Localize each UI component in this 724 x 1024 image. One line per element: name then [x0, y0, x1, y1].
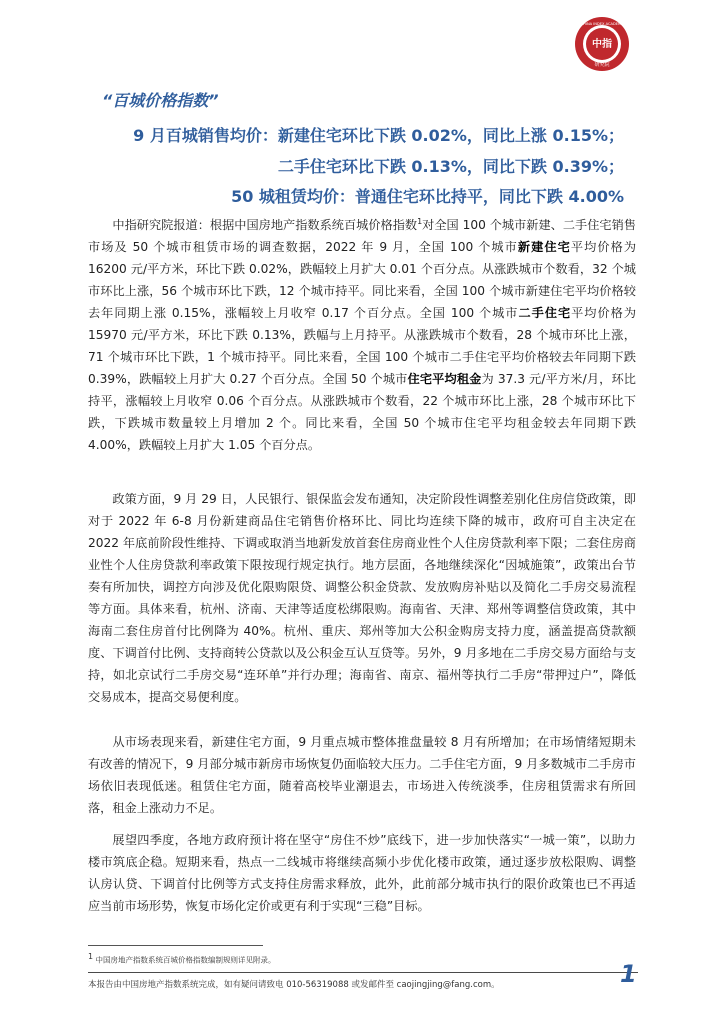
- p1-part-c: 平均价格为 16200 元/平方米，环比下跌 0.02%，跌幅较上月扩大 0.01 个百分点。从涨跌城市个数看，32 个城市环比上涨，56 个城市环比下跌，12 个城市持平。同比来看，全国 100 个城市新建住宅平均价格较去年同期上涨 0.15%，涨幅较上月收窄 0.17 个百分点。全国 100 个城市: [88, 240, 637, 321]
- logo-center-text: 中指: [592, 39, 612, 50]
- headline-second-hand-price: 二手住宅环比下跌 0.13%，同比下跌 0.39%；: [277, 157, 624, 176]
- headline-new-home-price: 9 月百城销售均价：新建住宅环比下跌 0.02%，同比上涨 0.15%；: [133, 126, 624, 145]
- paragraph-policy: 政策方面，9 月 29 日，人民银行、银保监会发布通知，决定阶段性调整差别化住房信贷政策，即对于 2022 年 6-8 月份新建商品住宅销售价格环比、同比均连续下降的城市，政府可自主决定在 2022 年底前阶段性维持、下调或取消当地新发放首套住房商业性个人住房贷款利率下限；二套住房商业性个人住房贷款利率政策下限按现行规定执行。地方层面，各地继续深化“因城施策”，政策出台节奏有所加快，调控方向涉及优化限购限贷、调整公积金贷款、发放购房补贴以及简化二手房交易流程等方面。具体来看，杭州、济南、天津等适度松绑限购。海南省、天津、郑州等调整信贷政策，其中海南二套住房首付比例降为 40%。杭州、重庆、郑州等加大公积金购房支持力度，涵盖提高贷款额度、下调首付比例、支持商转公贷款以及公积金互认互贷等。另外，9 月多地在二手房交易方面给与支持，如北京试行二手房交易“连环单”并行办理；海南省、南京、福州等执行二手房“带押过户”，降低交易成本，提高交易便利度。: [88, 492, 636, 704]
- p1-part-a: 中指研究院报道：根据中国房地产指数系统百城价格指数: [112, 218, 418, 233]
- p1-emphasis-new-home: 新建住宅: [517, 240, 571, 255]
- paragraph-summary: [88, 211, 636, 456]
- p1-part-d: 平均价格为 15970 元/平方米，环比下跌 0.13%，跌幅与上月持平。从涨跌城市个数看，28 个城市环比上涨，71 个城市环比下跌，1 个城市持平。同比来看，全国 100 个城市二手住宅平均价格较去年同期下跌 0.39%，跌幅较上月扩大 0.27 个百分点。全国 50 个城市: [88, 306, 637, 387]
- footnote-mark: 1: [88, 952, 94, 961]
- footer-contact-text: 本报告由中国房地产指数系统完成，如有疑问请致电 010-56319088 或发邮件至 caojingjing@fang.com。: [88, 980, 500, 990]
- footnote-text: 中国房地产指数系统百城价格指数编制规则详见附录。: [95, 955, 276, 965]
- page-number: 1: [620, 960, 637, 988]
- headline-rent-price: 50 城租赁均价：普通住宅环比持平，同比下跌 4.00%: [231, 187, 624, 206]
- footnote: [88, 952, 275, 966]
- logo-ring-text: CHINA INDEX ACADEMY: [580, 22, 624, 26]
- paragraph-market: 从市场表现来看，新建住宅方面，9 月重点城市整体推盘量较 8 月有所增加；在市场情绪短期未有改善的情况下，9 月部分城市新房市场恢复仍面临较大压力。二手住宅方面，9 月多数城市二手房市场依旧表现低迷。租赁住宅方面，随着高校毕业潮退去，市场进入传统淡季，住房租赁需求有所回落，租金上涨动力不足。: [88, 735, 636, 815]
- p1-emphasis-second-hand: 二手住宅: [518, 306, 572, 321]
- section-title: “百城价格指数”: [102, 91, 219, 110]
- footnote-ref: 1: [417, 217, 423, 226]
- logo-bottom-text: 研究院: [594, 62, 610, 68]
- paragraph-outlook: 展望四季度，各地方政府预计将在坚守“房住不炒”底线下，进一步加快落实“一城一策”，以助力楼市筑底企稳。短期来看，热点一二线城市将继续高频小步优化楼市政策，通过逐步放松限购、调整认房认贷、下调首付比例等方式支持住房需求释放，此外，此前部分城市执行的限价政策也已不再适应当前市场形势，恢复市场化定价或更有利于实现“三稳”目标。: [88, 833, 636, 913]
- china-index-academy-logo: [574, 16, 630, 72]
- p1-part-e: 为 37.3 元/平方米/月，环比持平，涨幅较上月收窄 0.06 个百分点。从涨跌城市个数看，22 个城市环比上涨，28 个城市环比下跌，下跌城市数量较上月增加 2 个。同比来看，全国 50 个城市住宅平均租金较去年同期下跌 4.00%，跌幅较上月扩大 1.05 个百分点。: [88, 372, 636, 453]
- footnote-divider: [88, 945, 263, 946]
- footer-divider: [88, 972, 638, 973]
- p1-part-b: 对全国 100 个城市新建、二手住宅销售市场及 50 个城市租赁市场的调查数据，2022 年 9 月，全国 100 个城市: [88, 218, 636, 255]
- p1-emphasis-rent: 住宅平均租金: [407, 372, 482, 387]
